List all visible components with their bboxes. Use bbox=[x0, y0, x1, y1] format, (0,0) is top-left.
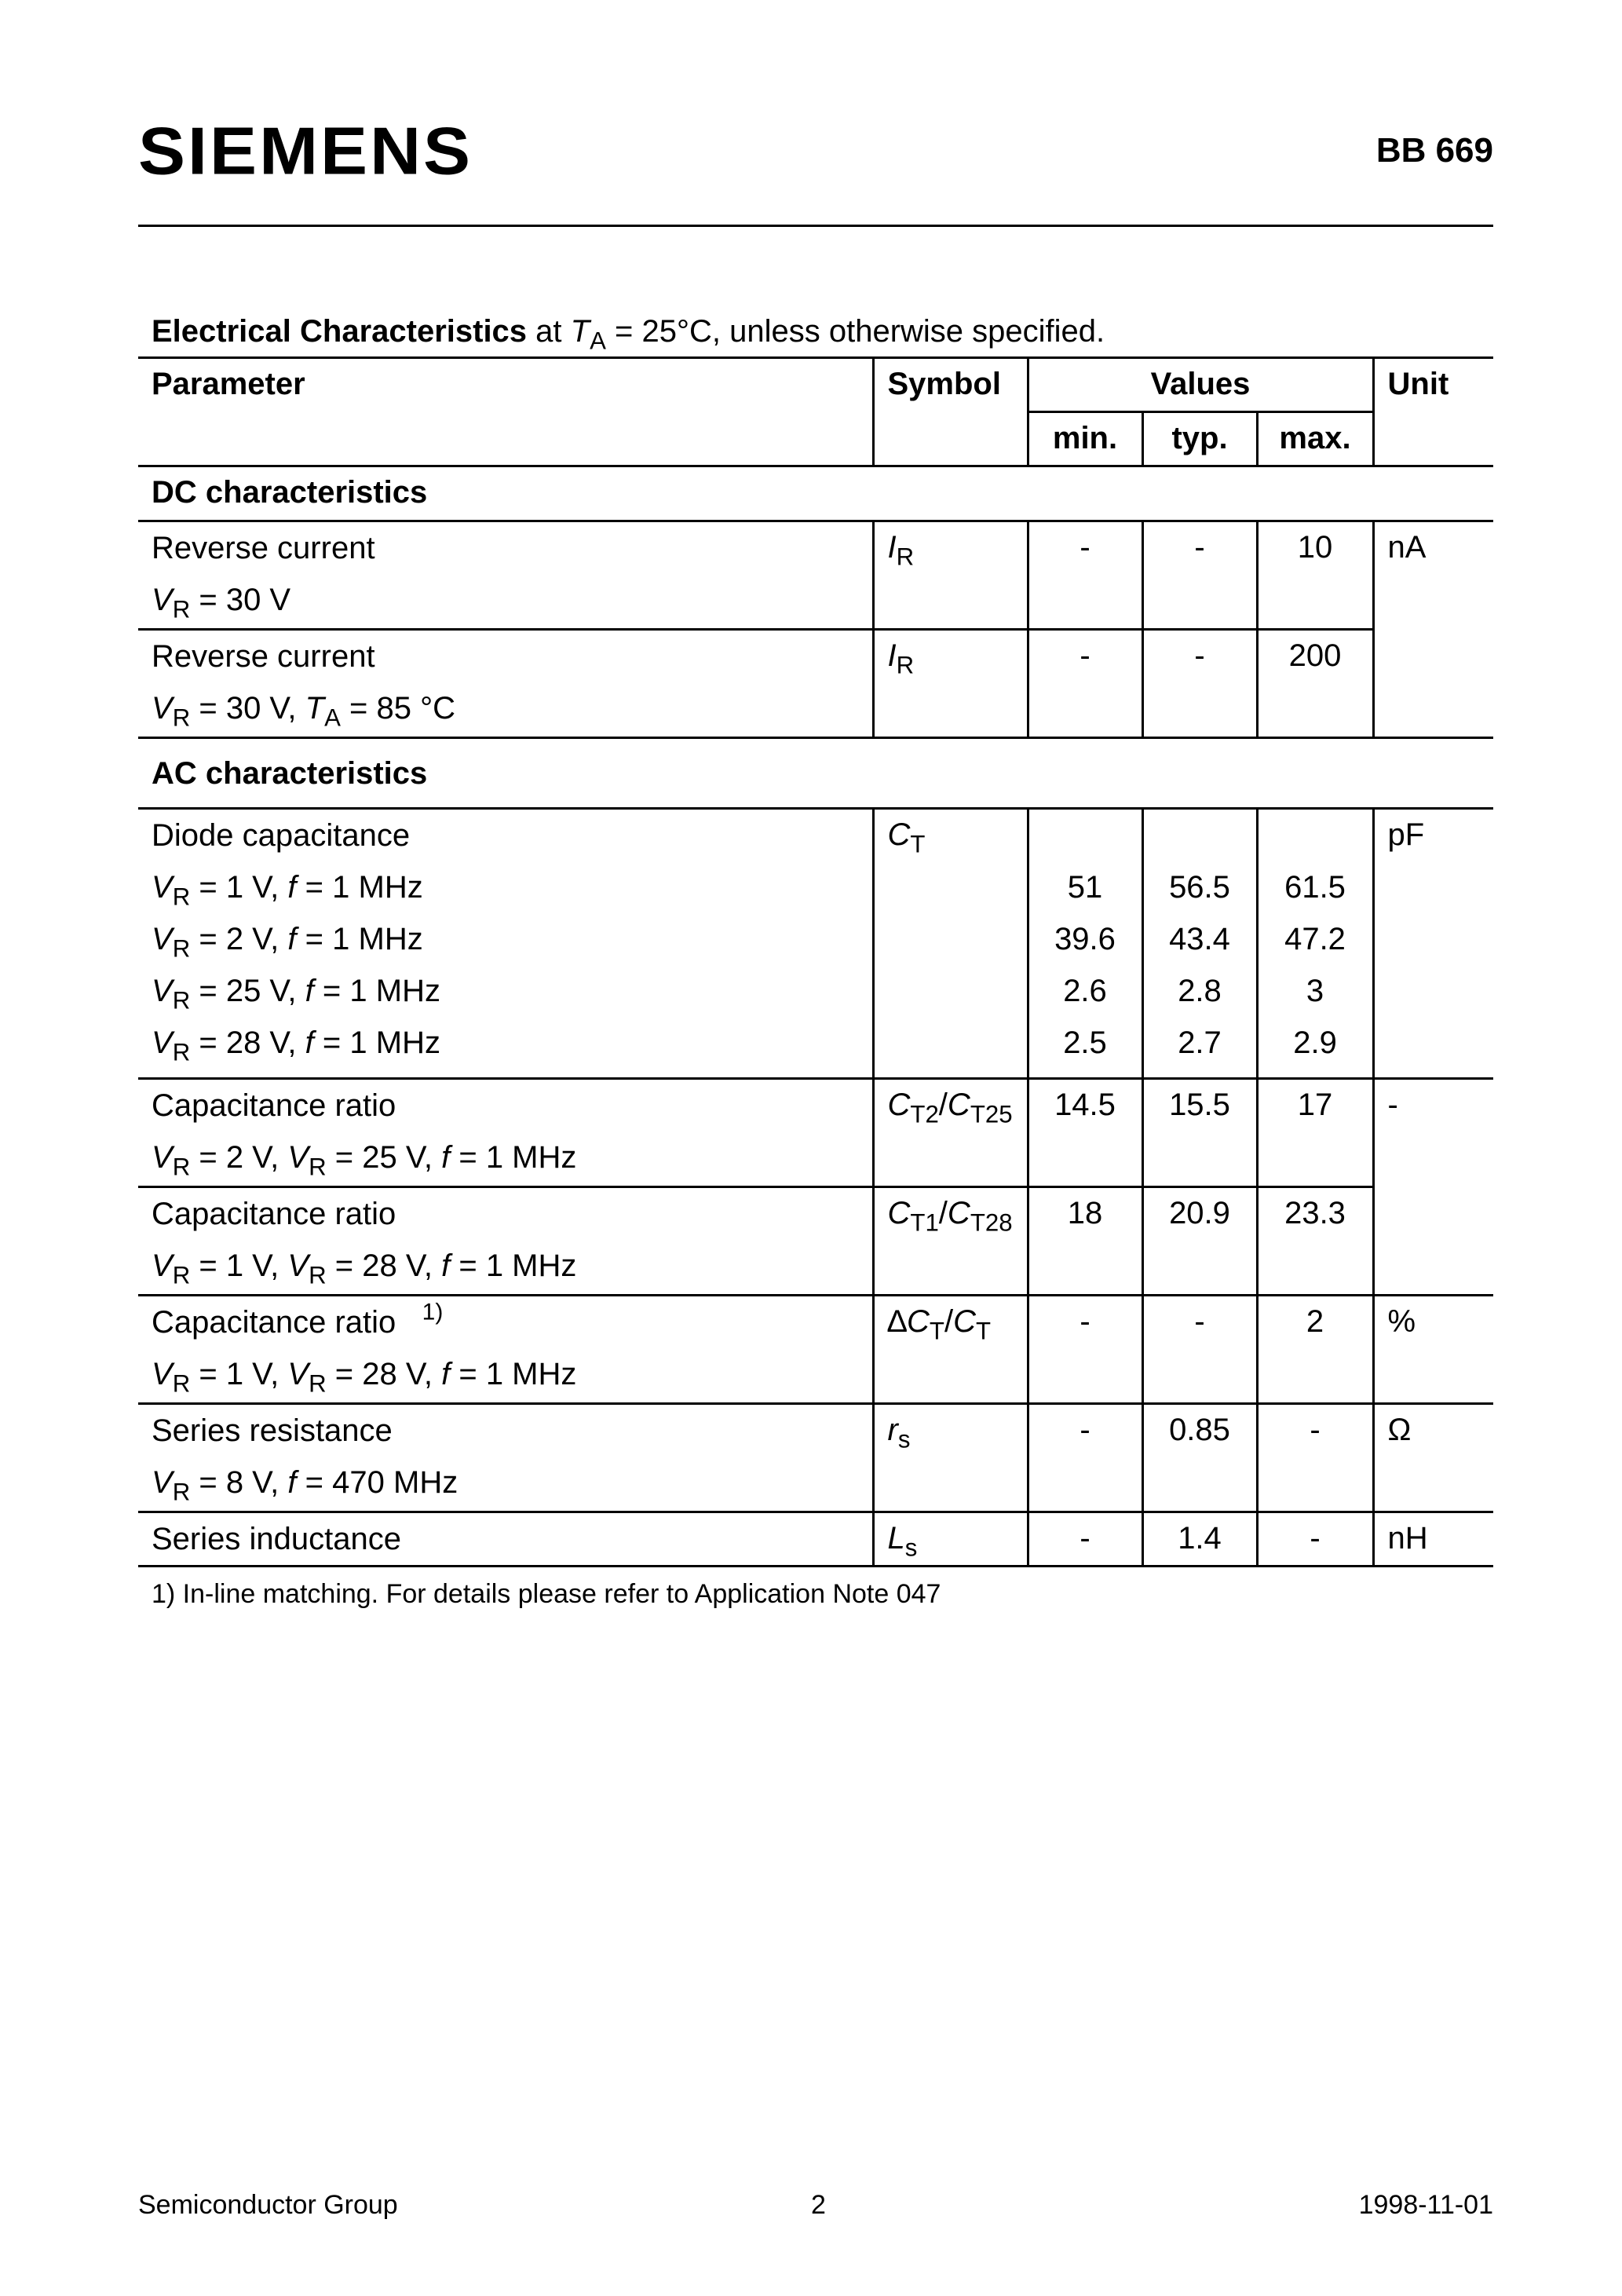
unit-cell: % bbox=[1373, 1296, 1493, 1404]
typ-cell: 1.4 bbox=[1142, 1512, 1257, 1567]
parameter-name: Capacitance ratio $^{1)}$ bbox=[152, 1299, 444, 1340]
min-cell: - bbox=[1028, 521, 1142, 630]
max-cell: 61.5 47.2 3 2.9 bbox=[1257, 809, 1373, 1079]
symbol-cell: $r_s$ bbox=[873, 1404, 1028, 1512]
max-cell: 10 bbox=[1257, 521, 1373, 630]
section-ac-title: AC characteristics bbox=[138, 738, 1493, 809]
header-symbol: Symbol bbox=[873, 358, 1028, 466]
section-dc-row bbox=[138, 466, 1493, 521]
max-cell: - bbox=[1257, 1512, 1373, 1567]
table-row bbox=[138, 1404, 1493, 1512]
min-cell: - bbox=[1028, 630, 1142, 738]
footer-page-number: 2 bbox=[811, 2190, 826, 2220]
parameter-condition: $V_R = 1$ V, $V_R = 28$ V, f = 1 MHz bbox=[152, 1357, 577, 1398]
parameter-condition: $V_R = 1$ V, $V_R = 28$ V, f = 1 MHz bbox=[152, 1249, 577, 1289]
parameter-condition: $V_R = 30$ V bbox=[152, 583, 291, 623]
header-unit: Unit bbox=[1373, 358, 1493, 466]
parameter-name: Reverse current bbox=[152, 639, 375, 674]
min-cell: 51 39.6 2.6 2.5 bbox=[1028, 809, 1142, 1079]
parameter-cell bbox=[138, 630, 873, 738]
table-row bbox=[138, 630, 1493, 738]
symbol-cell: $C_T$ bbox=[873, 809, 1028, 1079]
unit-cell: pF bbox=[1373, 809, 1493, 1079]
table-row bbox=[138, 521, 1493, 630]
min-cell: 18 bbox=[1028, 1187, 1142, 1296]
symbol-cell: $L_s$ bbox=[873, 1512, 1028, 1567]
symbol-cell: $I_R$ bbox=[873, 630, 1028, 738]
typ-cell: 0.85 bbox=[1142, 1404, 1257, 1512]
table-header-row bbox=[138, 358, 1493, 412]
header-values: Values bbox=[1028, 358, 1373, 412]
max-cell: 23.3 bbox=[1257, 1187, 1373, 1296]
typ-cell: - bbox=[1142, 1296, 1257, 1404]
header-max: max. bbox=[1257, 412, 1373, 466]
parameter-condition: $V_R = 2$ V, $V_R = 25$ V, f = 1 MHz bbox=[152, 1140, 577, 1181]
header-min: min. bbox=[1028, 412, 1142, 466]
table-row bbox=[138, 1079, 1493, 1187]
caption-title: Electrical Characteristics bbox=[152, 314, 528, 349]
parameter-cell bbox=[138, 1296, 873, 1404]
section-dc-title: DC characteristics bbox=[138, 466, 1493, 521]
parameter-condition: $V_R = 1$ V, f = 1 MHz bbox=[152, 870, 423, 911]
parameter-cell bbox=[138, 1079, 873, 1187]
table-row bbox=[138, 1296, 1493, 1404]
table-row bbox=[138, 809, 1493, 1079]
caption-temp-subscript: A bbox=[590, 327, 606, 355]
min-cell: - bbox=[1028, 1404, 1142, 1512]
footnote: 1) In-line matching. For details please refer to Application Note 047 bbox=[152, 1579, 941, 1609]
typ-cell: 15.5 bbox=[1142, 1079, 1257, 1187]
parameter-cell bbox=[138, 521, 873, 630]
parameter-condition: $V_R = 8$ V, f = 470 MHz bbox=[152, 1465, 458, 1506]
table-row bbox=[138, 1187, 1493, 1296]
table-caption bbox=[152, 313, 1105, 355]
parameter-cell bbox=[138, 1512, 873, 1567]
caption-temp-symbol: T bbox=[570, 314, 590, 349]
unit-cell: nA bbox=[1373, 521, 1493, 738]
parameter-name: Capacitance ratio bbox=[152, 1197, 396, 1231]
table-row bbox=[138, 1512, 1493, 1567]
max-cell: 17 bbox=[1257, 1079, 1373, 1187]
parameter-condition: $V_R = 25$ V, f = 1 MHz bbox=[152, 974, 440, 1015]
max-cell: - bbox=[1257, 1404, 1373, 1512]
siemens-logo: SIEMENS bbox=[138, 114, 473, 189]
unit-cell: - bbox=[1373, 1079, 1493, 1296]
parameter-name: Series inductance bbox=[152, 1522, 401, 1556]
parameter-condition: $V_R = 28$ V, f = 1 MHz bbox=[152, 1026, 440, 1066]
min-cell: - bbox=[1028, 1296, 1142, 1404]
footer-date: 1998-11-01 bbox=[1358, 2190, 1493, 2220]
footer-company: Semiconductor Group bbox=[138, 2190, 398, 2220]
typ-cell: - bbox=[1142, 521, 1257, 630]
parameter-condition: $V_R = 30$ V, $T_A = 85$ °C bbox=[152, 691, 456, 732]
symbol-cell: $\Delta C_T/C_T$ bbox=[873, 1296, 1028, 1404]
typ-cell: 56.5 43.4 2.8 2.7 bbox=[1142, 809, 1257, 1079]
header-divider bbox=[138, 225, 1493, 227]
caption-at: at bbox=[535, 314, 562, 349]
section-ac-row bbox=[138, 738, 1493, 809]
parameter-cell bbox=[138, 1404, 873, 1512]
typ-cell: - bbox=[1142, 630, 1257, 738]
part-number: BB 669 bbox=[1375, 131, 1493, 170]
caption-condition: = 25°C, unless otherwise specified. bbox=[615, 314, 1105, 349]
electrical-characteristics-table bbox=[138, 356, 1493, 1567]
max-cell: 200 bbox=[1257, 630, 1373, 738]
header-typ: typ. bbox=[1142, 412, 1257, 466]
symbol-cell: $C_{T1}/C_{T28}$ bbox=[873, 1187, 1028, 1296]
parameter-name: Capacitance ratio bbox=[152, 1088, 396, 1123]
unit-cell: Ω bbox=[1373, 1404, 1493, 1512]
symbol-cell: $I_R$ bbox=[873, 521, 1028, 630]
parameter-name: Reverse current bbox=[152, 531, 375, 565]
parameter-cell bbox=[138, 809, 873, 1079]
parameter-name: Diode capacitance bbox=[152, 818, 411, 853]
header-parameter: Parameter bbox=[138, 358, 873, 466]
min-cell: - bbox=[1028, 1512, 1142, 1567]
footnote-marker: 1) bbox=[422, 1299, 444, 1325]
max-cell: 2 bbox=[1257, 1296, 1373, 1404]
typ-cell: 20.9 bbox=[1142, 1187, 1257, 1296]
parameter-cell bbox=[138, 1187, 873, 1296]
parameter-name: Series resistance bbox=[152, 1413, 393, 1448]
symbol-cell: $C_{T2}/C_{T25}$ bbox=[873, 1079, 1028, 1187]
min-cell: 14.5 bbox=[1028, 1079, 1142, 1187]
parameter-condition: $V_R = 2$ V, f = 1 MHz bbox=[152, 922, 423, 963]
unit-cell: nH bbox=[1373, 1512, 1493, 1567]
